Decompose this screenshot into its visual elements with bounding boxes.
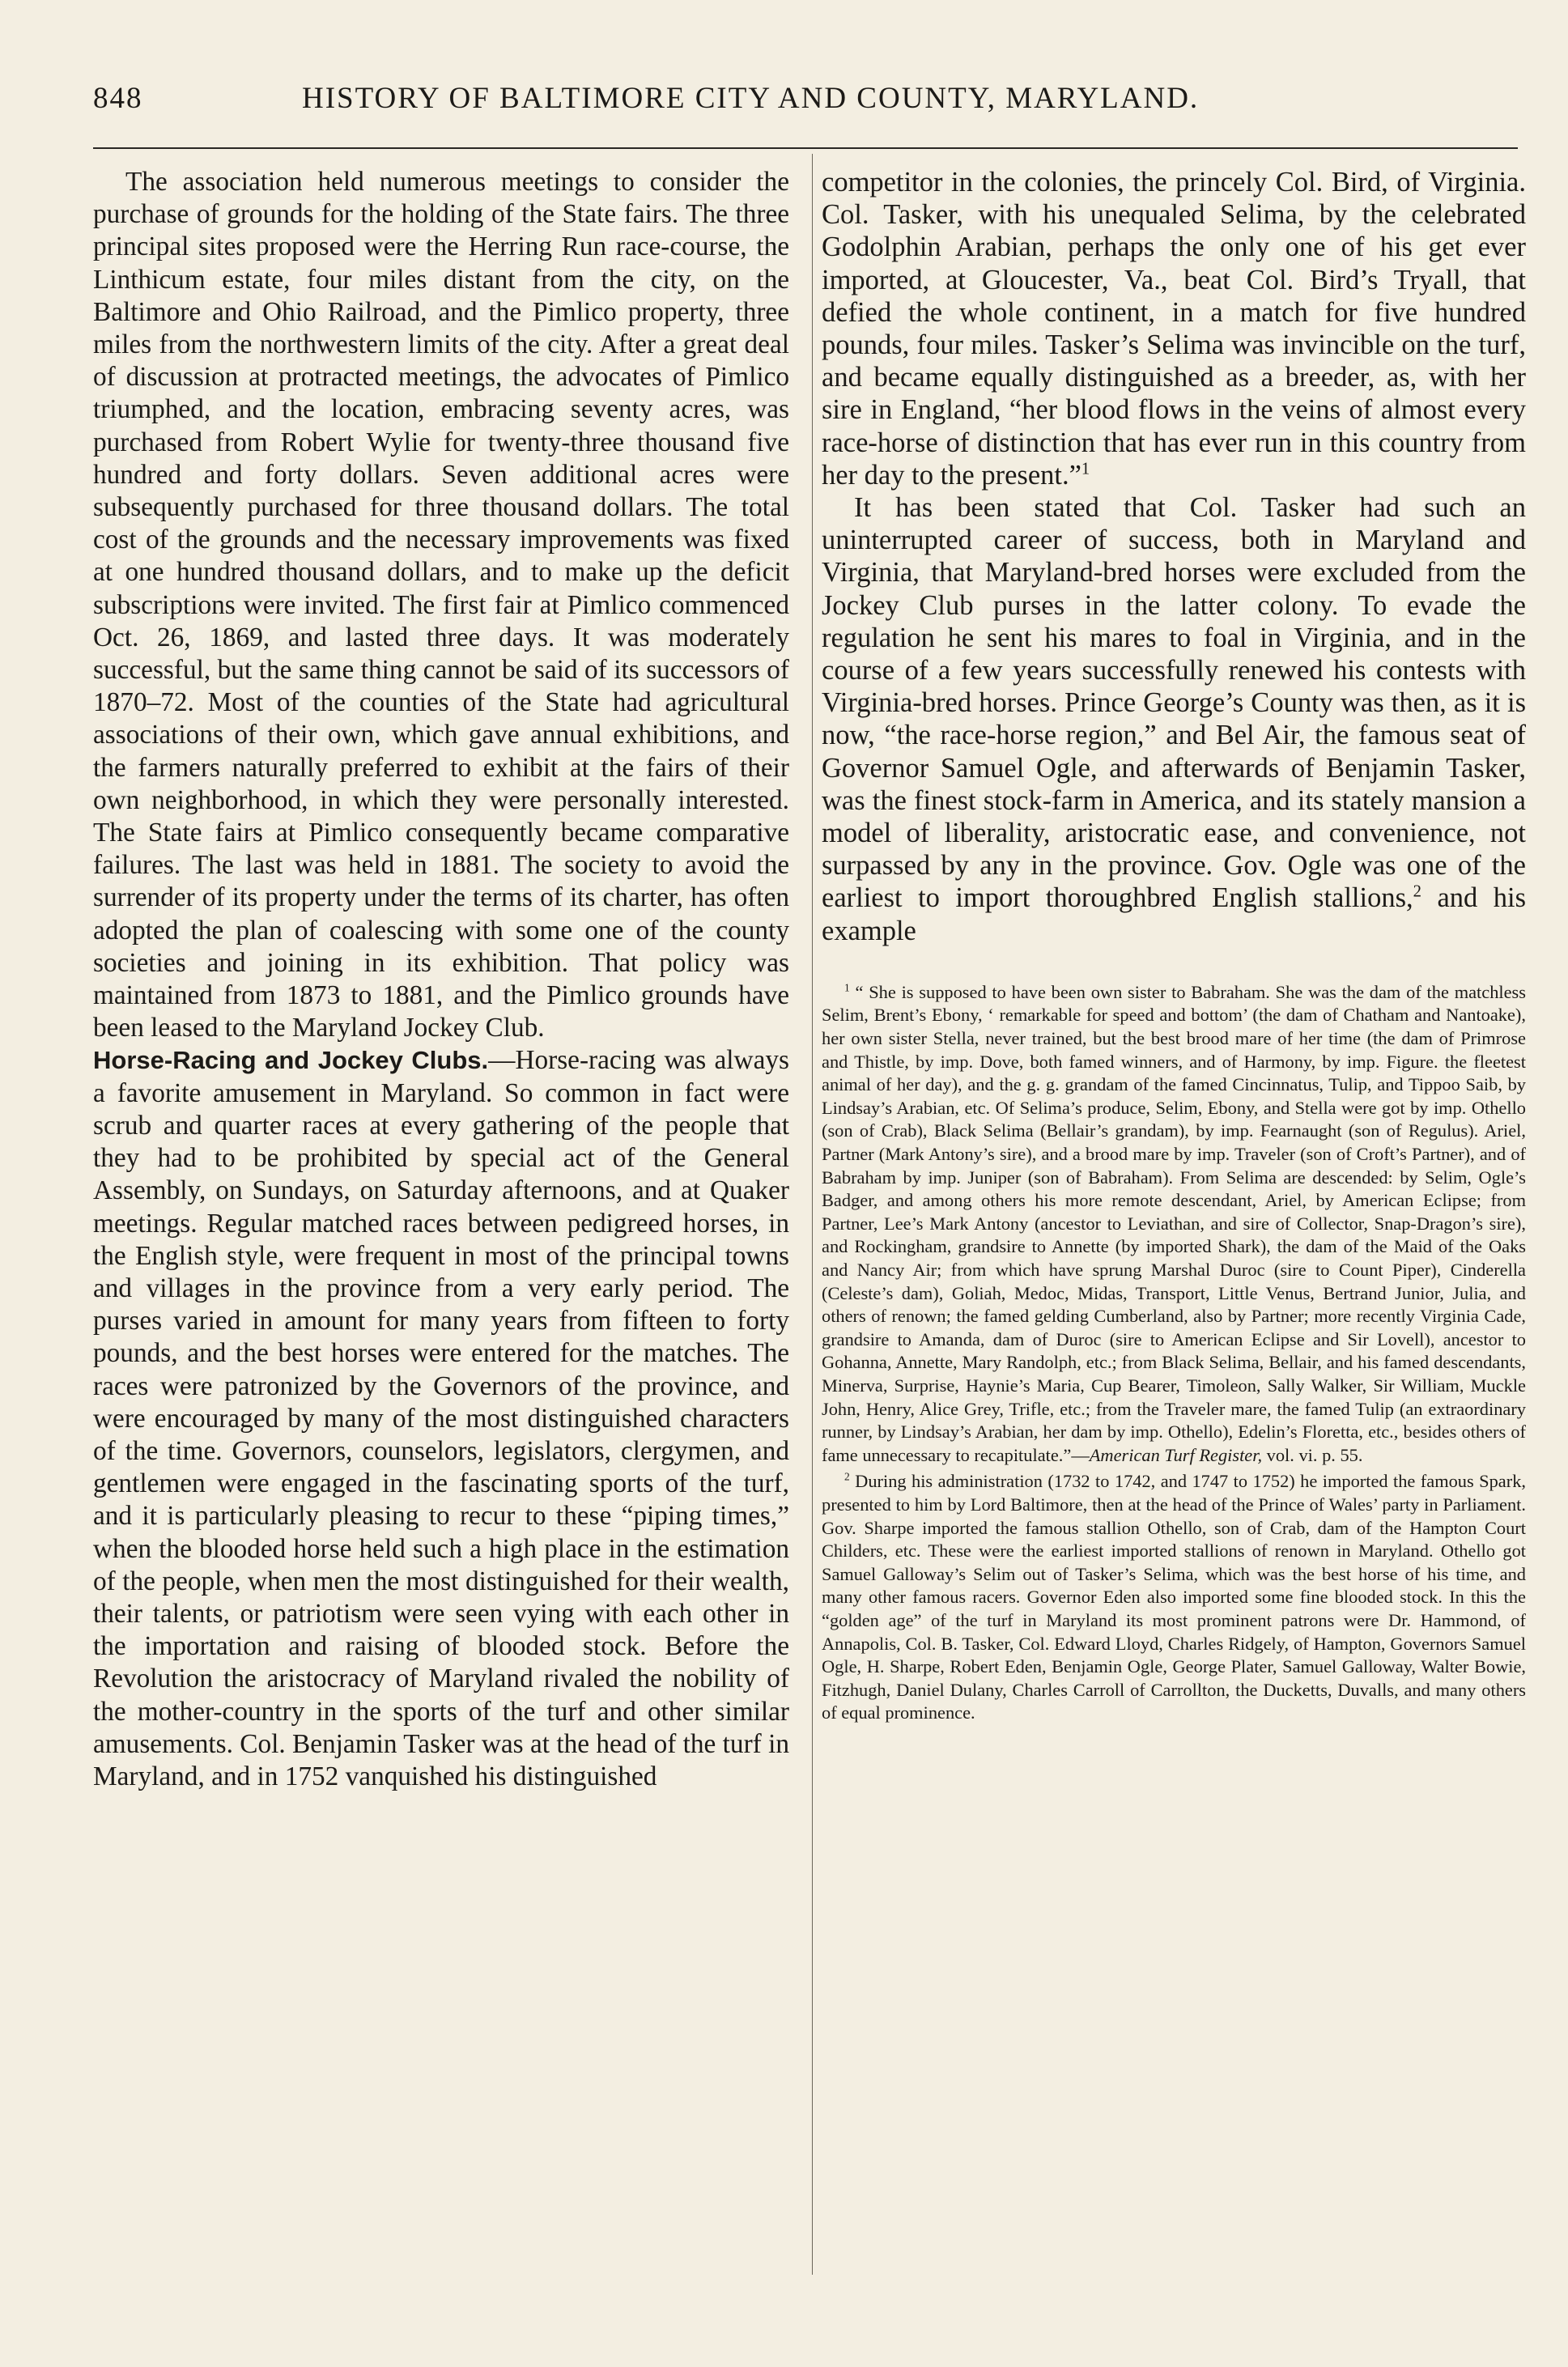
paragraph-horse-racing — [93, 1044, 789, 1793]
header-rule — [93, 147, 1518, 149]
column-divider — [812, 154, 813, 2275]
section-heading: Horse-Racing and Jockey Clubs. — [93, 1046, 489, 1075]
footnote-2-text: During his administration (1732 to 1742, and 1747 to 1752) he imported the famous Spark, presented to him by Lord Baltimore, then at the head of the Prince of Wales’ party in Parliament. Gov. Sharpe imported the famous stallion Othello, son of Crab, dam of the Hampton Court Childers, etc. These were the earliest imported stallions of renown in Maryland. Othello got Samuel Galloway’s Selim out of Tasker’s Selima, which was the best horse of his time, and many other famous racers. Governor Eden also imported some fine blooded stock. In this the “golden age” of the turf in Maryland its most prominent patrons were Dr. Hammond, of Annapolis, Col. B. Tasker, Col. Edward Lloyd, Charles Ridgely, of Hampton, Governors Samuel Ogle, H. Sharpe, Robert Eden, Benjamin Ogle, George Plater, Samuel Galloway, Walter Bowie, Fitzhugh, Daniel Dulany, Charles Carroll of Carrollton, the Ducketts, Duvalls, and many others of equal prominence. — [822, 1471, 1526, 1723]
paragraph-tasker — [822, 491, 1526, 947]
left-column — [93, 166, 789, 1793]
footnote-2-mark: 2 — [844, 1470, 850, 1483]
footnote-1-tail: vol. vi. p. 55. — [1262, 1444, 1363, 1465]
footnote-ref-2: 2 — [1413, 882, 1421, 901]
footnote-ref-1: 1 — [1081, 460, 1090, 478]
paragraph-state-fairs: The association held numerous meetings to consider the purchase of grounds for the holding of the State fairs. The three principal sites proposed were the Herring Run race-course, the Linthicum estate, four miles distant from the city, on the Baltimore and Ohio Railroad, and the Pimlico property, three miles from the northwestern limits of the city. After a great deal of discussion at protracted meetings, the advocates of Pimlico triumphed, and the location, embracing seventy acres, was purchased from Robert Wylie for twenty-three thousand five hundred and forty dollars. Seven additional acres were subsequently purchased for three thousand dollars. The total cost of the grounds and the necessary improvements was fixed at one hundred thousand dollars, and to make up the deficit subscriptions were invited. The first fair at Pimlico commenced Oct. 26, 1869, and lasted three days. It was moderately successful, but the same thing cannot be said of its successors of 1870–72. Most of the counties of the State had agricultural associations of their own, which gave annual exhibitions, and the farmers naturally preferred to exhibit at the fairs of their own neighborhood, in which they were personally interested. The State fairs at Pimlico consequently became comparative failures. The last was held in 1881. The society to avoid the surrender of its property under the terms of its charter, has often adopted the plan of coalescing with some one of the county societies and joining in its exhibition. That policy was maintained from 1873 to 1881, and the Pimlico grounds have been leased to the Maryland Jockey Club. — [93, 167, 789, 1043]
footnotes — [822, 981, 1526, 1725]
paragraph-tasker-text: It has been stated that Col. Tasker had such an uninterrupted career of success, both in Maryland and Virginia, that Maryland-bred horses were excluded from the Jockey Club purses in the latter colony. To evade the regulation he sent his mares to foal in Virginia, and in the course of a few years successfully renewed his contests with Virginia-bred horses. Prince George’s County was then, as it is now, “the race-horse region,” and Bel Air, the famous seat of Governor Samuel Ogle, and afterwards of Benjamin Tasker, was the finest stock-farm in America, and its stately mansion a model of liberality, aristocratic ease, and convenience, not surpassed by any in the province. Gov. Ogle was one of the earliest to import thoroughbred English stallions, — [822, 492, 1526, 914]
paragraph-horse-racing-text: —Horse-racing was always a favorite amusement in Maryland. So common in fact were scrub and quarter races at every gathering of the people that they had to be prohibited by special act of the General Assembly, on Sundays, on Saturday afternoons, and at Quaker meetings. Regular matched races between pedigreed horses, in the English style, were frequent in most of the principal towns and villages in the province from a very early period. The purses varied in amount for many years from fifteen to forty pounds, and the best horses were entered for the matches. The races were patronized by the Governors of the province, and were encouraged by many of the most distinguished characters of the time. Governors, counselors, legislators, clergymen, and gentlemen were engaged in the fascinating sports of the turf, and it is particularly pleasing to recur to these “piping times,” when the blooded horse held such a high place in the estimation of the people, when men the most distinguished for their wealth, their talents, or patriotism were seen vying with each other in the importation and raising of blooded stock. Before the Revolution the aristocracy of Maryland rivaled the nobility of the mother-country in the sports of the turf and other similar amusements. Col. Benjamin Tasker was at the head of the turf in Maryland, and in 1752 vanquished his distinguished — [93, 1045, 789, 1791]
right-column — [822, 166, 1526, 1725]
paragraph-tasker-tail: and his example — [822, 882, 1526, 946]
footnote-1 — [822, 981, 1526, 1467]
footnote-1-source: American Turf Register, — [1089, 1444, 1263, 1465]
footnote-1-mark: 1 — [844, 981, 850, 994]
running-header — [93, 81, 1469, 130]
footnote-2 — [822, 1470, 1526, 1725]
page-number: 848 — [93, 82, 143, 115]
paragraph-continued-text: competitor in the colonies, the princely Col. Bird, of Virginia. Col. Tasker, with his unequaled Selima, by the celebrated Godolphin Arabian, perhaps the only one of his get ever imported, at Gloucester, Va., beat Col. Bird’s Tryall, that defied the whole continent, in a match for five hundred pounds, four miles. Tasker’s Selima was invincible on the turf, and became equally distinguished as a breeder, as, with her sire in England, “her blood flows in the veins of almost every race-horse of distinction that has ever run in this country from her day to the present.” — [822, 167, 1526, 491]
footnote-1-text: “ She is supposed to have been own sister to Babraham. She was the dam of the matchless Selim, Brent’s Ebony, ‘ remarkable for speed and bottom’ (the dam of Chatham and Nantoake), her own sister Stella, never trained, but the best brood mare of her time (the dam of Primrose and Thistle, by imp. Dove, both famed winners, and of Harmony, by imp. Figure. the fleetest animal of her day), and the g. g. grandam of the famed Cincinnatus, Tulip, and Tippoo Saib, by Lindsay’s Arabian, etc. Of Selima’s produce, Selim, Ebony, and Stella were got by imp. Othello (son of Crab), Black Selima (Bellair’s grandam), by imp. Fearnaught (son of Regulus). Ariel, Partner (Mark Antony’s sire), and a brood mare by imp. Traveler (son of Croft’s Partner), and of Babraham by imp. Juniper (son of Babraham). From Selima are descended: by Selim, Ogle’s Badger, and among others his more remote descendant, Ariel, by American Eclipse; from Partner, Lee’s Mark Antony (ancestor to Leviathan, and sire of Collector, Snap-Dragon’s sire), and Rockingham, grandsire to Annette (by imported Shark), the dam of the Maid of the Oaks and Nancy Air; from which have sprung Marshal Duroc (sire to Count Piper), Cinderella (Celeste’s dam), Goliah, Medoc, Midas, Transport, Little Venus, Bertrand Junior, Julia, and others of renown; the famed gelding Cumberland, also by Partner; more recently Virginia Cade, grandsire to Amanda, dam of Duroc (sire to American Eclipse and Sir Lovell), ancestor to Gohanna, Annette, Mary Randolph, etc.; from Black Selima, Bellair, and his famed descendants, Minerva, Surprise, Haynie’s Maria, Cup Bearer, Timoleon, Sally Walker, Sir William, Muckle John, Henry, Alice Grey, Trifle, etc.; from the Traveler mare, the famed Tulip (an extraordinary runner, by Lindsay’s Arabian, her dam by imp. Othello), Edelin’s Floretta, etc., besides others of fame unnecessary to recapitulate.”— — [822, 981, 1526, 1465]
paragraph-continued — [822, 166, 1526, 491]
book-title: HISTORY OF BALTIMORE CITY AND COUNTY, MARYLAND. — [302, 82, 1200, 115]
